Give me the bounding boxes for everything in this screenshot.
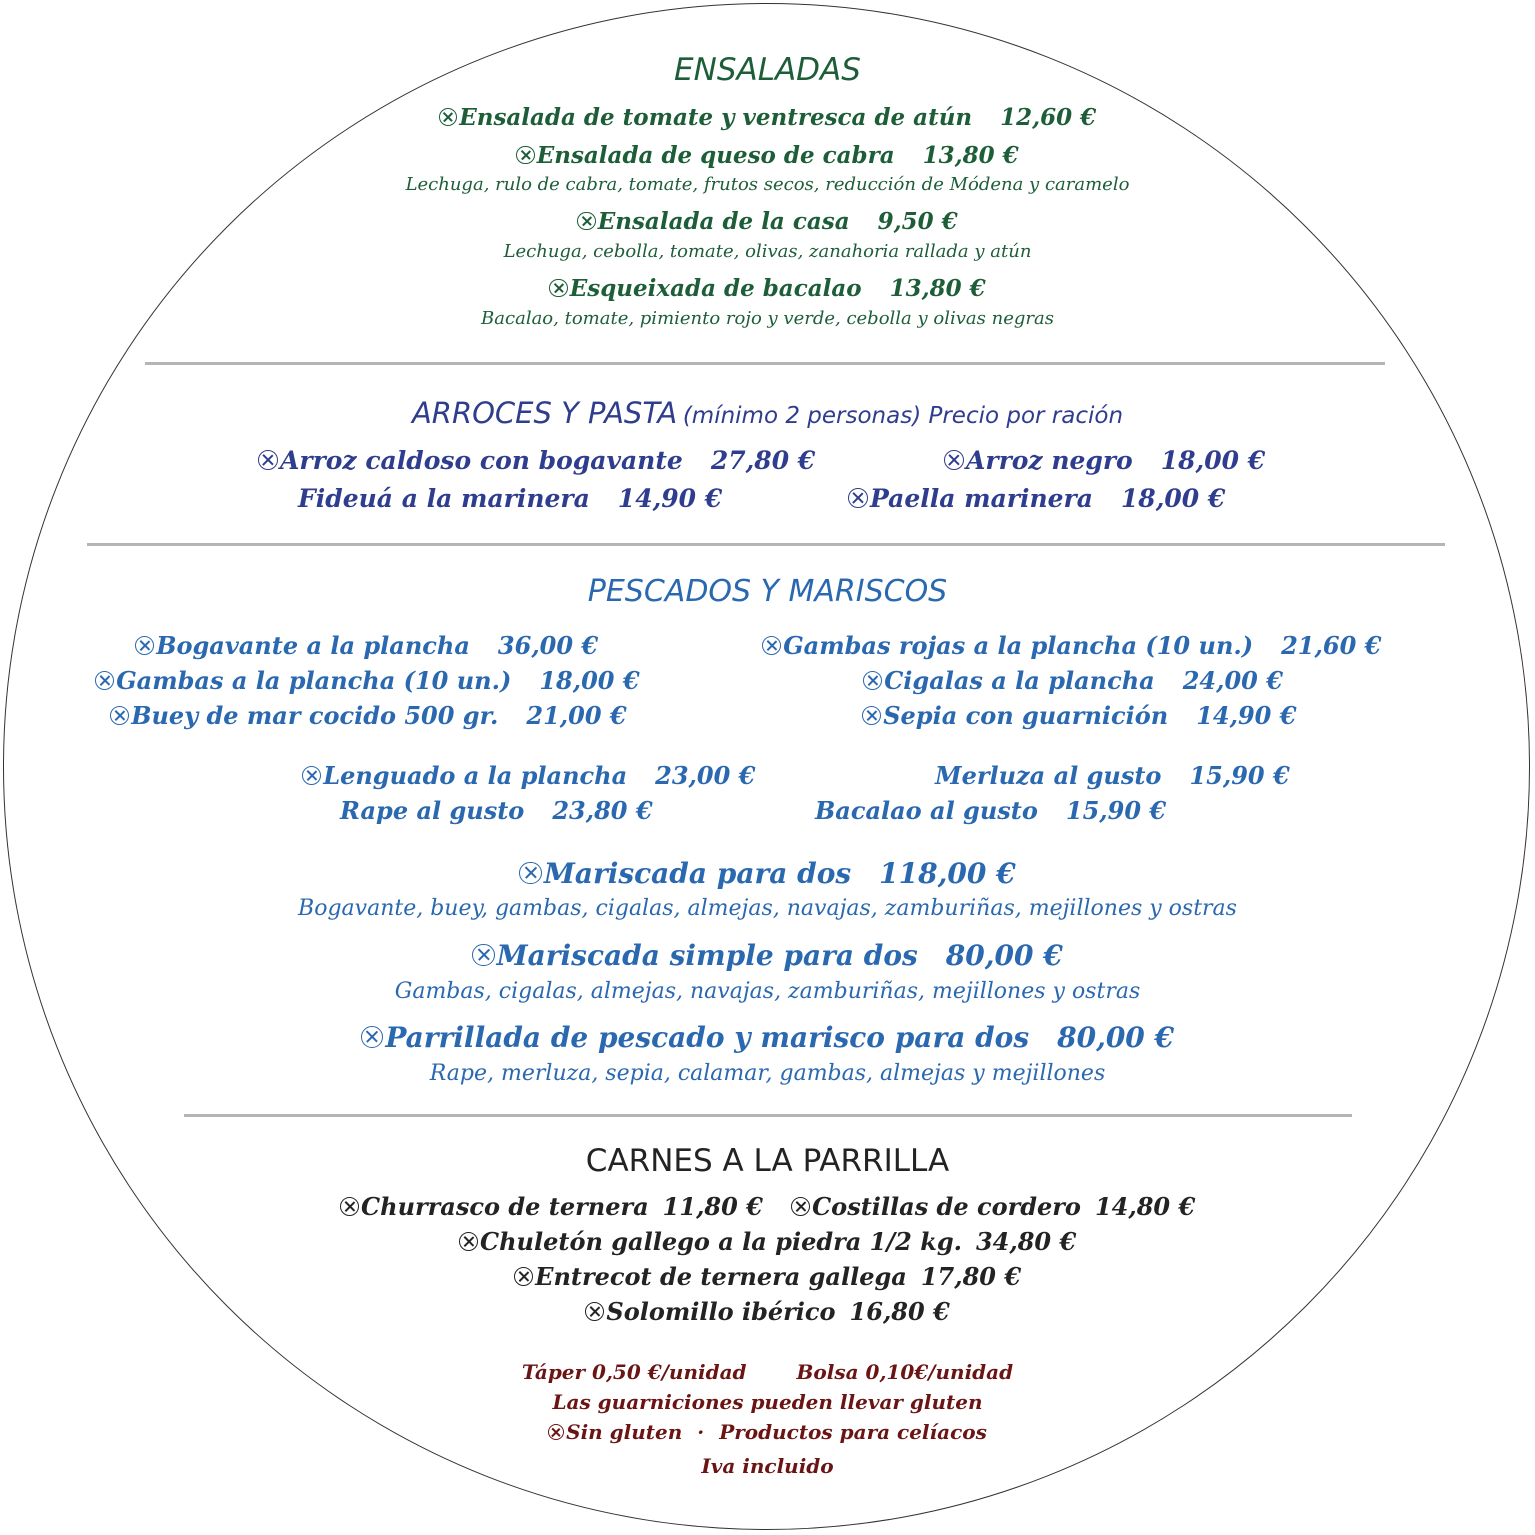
item-description: Gambas, cigalas, almejas, navajas, zamburiñas, mejillones y ostras (394, 979, 1141, 1004)
section-title-arroces (0, 396, 1535, 430)
section-title-ensaladas: ENSALADAS (674, 52, 861, 88)
item-name: Esqueixada de bacalao (569, 275, 862, 302)
gluten-free-icon (519, 862, 541, 884)
footer-legend (0, 1420, 1535, 1444)
item-name: Fideuá a la marinera (298, 484, 590, 513)
menu-item (135, 631, 598, 660)
item-price: 15,90 € (1065, 796, 1167, 825)
gluten-free-icon (110, 706, 129, 725)
item-name: Churrasco de ternera (361, 1192, 649, 1221)
item-name: Gambas a la plancha (10 un.) (116, 666, 512, 695)
item-name: Chuletón gallego a la piedra 1/2 kg. (479, 1227, 962, 1256)
item-price: 9,50 € (877, 208, 958, 235)
gluten-free-icon (944, 450, 964, 470)
gluten-free-icon (439, 108, 457, 126)
section-subtitle: (mínimo 2 personas) Precio por ración (682, 403, 1124, 429)
item-price: 18,00 € (1160, 446, 1266, 475)
menu-item (0, 1192, 1535, 1221)
gluten-free-icon (762, 636, 781, 655)
section-title-carnes: CARNES A LA PARRILLA (585, 1143, 950, 1179)
gluten-free-icon (472, 944, 494, 966)
item-price: 18,00 € (539, 666, 640, 695)
menu-item (0, 142, 1535, 169)
gluten-free-icon (361, 1026, 383, 1048)
taper-price: Táper 0,50 €/unidad (521, 1360, 747, 1384)
menu-item (0, 1297, 1535, 1326)
gluten-free-icon (577, 212, 595, 230)
item-price: 34,80 € (975, 1227, 1077, 1256)
item-price: 21,60 € (1281, 631, 1382, 660)
item-price: 23,80 € (552, 796, 653, 825)
menu-item (0, 939, 1535, 972)
item-price: 13,80 € (889, 275, 986, 302)
menu-item (0, 1262, 1535, 1291)
menu-item (935, 761, 1290, 790)
item-name: Ensalada de queso de cabra (536, 142, 895, 169)
item-price: 23,00 € (655, 761, 756, 790)
gluten-free-icon (862, 706, 881, 725)
menu-item (302, 761, 755, 790)
item-name: Solomillo ibérico (606, 1297, 836, 1326)
menu-item (0, 1021, 1535, 1054)
item-name: Bogavante a la plancha (156, 631, 470, 660)
item-name: Costillas de cordero (812, 1192, 1081, 1221)
item-price: 36,00 € (497, 631, 599, 660)
bolsa-price: Bolsa 0,10€/unidad (796, 1360, 1014, 1384)
section-title: ARROCES Y PASTA (411, 396, 678, 430)
gluten-free-icon (302, 766, 321, 785)
gluten-free-icon (863, 671, 882, 690)
section-title-pescados: PESCADOS Y MARISCOS (587, 574, 948, 609)
item-name: Rape al gusto (340, 796, 525, 825)
gluten-free-icon (791, 1197, 810, 1216)
item-price: 15,90 € (1189, 761, 1290, 790)
item-price: 24,00 € (1182, 666, 1283, 695)
item-name: Ensalada de la casa (597, 208, 850, 235)
menu-item (95, 666, 640, 695)
item-description: Bogavante, buey, gambas, cigalas, almejas, navajas, zamburiñas, mejillones y ostras (298, 896, 1237, 921)
item-description: Rape, merluza, sepia, calamar, gambas, almejas y mejillones (429, 1061, 1106, 1086)
sin-gluten-label: Sin gluten (566, 1420, 683, 1444)
item-price: 11,80 € (662, 1192, 763, 1221)
gluten-free-icon (585, 1302, 604, 1321)
celiacos-label: Productos para celíacos (719, 1420, 987, 1444)
gluten-free-icon (95, 671, 114, 690)
gluten-free-icon (135, 636, 154, 655)
menu-item (815, 796, 1166, 825)
section-divider (145, 362, 1385, 365)
gluten-free-icon (548, 1424, 564, 1440)
item-price: 16,80 € (849, 1297, 950, 1326)
menu-item (848, 484, 1225, 513)
gluten-free-icon (516, 146, 534, 164)
item-price: 14,90 € (617, 484, 723, 513)
item-name: Arroz caldoso con bogavante (280, 446, 683, 475)
item-price: 80,00 € (945, 939, 1063, 972)
item-name: Mariscada simple para dos (496, 939, 918, 972)
gluten-free-icon (514, 1267, 533, 1286)
menu-item (298, 484, 722, 513)
item-name: Parrillada de pescado y marisco para dos (385, 1021, 1030, 1054)
item-name: Gambas rojas a la plancha (10 un.) (783, 631, 1254, 660)
menu-item (0, 1227, 1535, 1256)
section-divider (87, 543, 1445, 546)
item-description: Lechuga, rulo de cabra, tomate, frutos secos, reducción de Módena y caramelo (405, 174, 1130, 195)
menu-item (340, 796, 653, 825)
item-name: Arroz negro (966, 446, 1133, 475)
footer-iva: Iva incluido (701, 1454, 834, 1478)
gluten-free-icon (848, 488, 868, 508)
item-name: Bacalao al gusto (815, 796, 1038, 825)
item-price: 14,90 € (1196, 701, 1297, 730)
menu-item (0, 208, 1535, 235)
section-divider (184, 1114, 1352, 1117)
item-price: 118,00 € (879, 857, 1016, 890)
gluten-free-icon (340, 1197, 359, 1216)
menu-item (258, 446, 815, 475)
item-name: Buey de mar cocido 500 gr. (131, 701, 499, 730)
item-name: Cigalas a la plancha (884, 666, 1155, 695)
gluten-free-icon (549, 279, 567, 297)
legend-separator: · (697, 1420, 705, 1444)
item-name: Sepia con guarnición (883, 701, 1169, 730)
item-price: 27,80 € (710, 446, 816, 475)
item-price: 21,00 € (526, 701, 627, 730)
item-description: Lechuga, cebolla, tomate, olivas, zanahoria rallada y atún (503, 241, 1032, 262)
footer-prices (0, 1360, 1535, 1384)
menu-item (0, 857, 1535, 890)
item-price: 17,80 € (920, 1262, 1022, 1291)
item-price: 14,80 € (1094, 1192, 1196, 1221)
item-name: Entrecot de ternera gallega (535, 1262, 907, 1291)
item-price: 80,00 € (1057, 1021, 1175, 1054)
item-name: Lenguado a la plancha (323, 761, 628, 790)
item-price: 13,80 € (922, 142, 1019, 169)
gluten-free-icon (459, 1232, 478, 1251)
gluten-free-icon (258, 450, 278, 470)
item-description: Bacalao, tomate, pimiento rojo y verde, cebolla y olivas negras (481, 308, 1054, 329)
item-name: Ensalada de tomate y ventresca de atún (459, 104, 973, 131)
menu-item (0, 275, 1535, 302)
menu-item (762, 631, 1381, 660)
menu-item (862, 701, 1296, 730)
footer-gluten-note: Las guarniciones pueden llevar gluten (552, 1390, 983, 1414)
menu-item (110, 701, 627, 730)
item-name: Mariscada para dos (543, 857, 852, 890)
menu-item (0, 104, 1535, 131)
item-price: 12,60 € (1000, 104, 1097, 131)
menu-item (944, 446, 1265, 475)
item-name: Paella marinera (870, 484, 1093, 513)
item-name: Merluza al gusto (935, 761, 1162, 790)
menu-item (863, 666, 1283, 695)
item-price: 18,00 € (1120, 484, 1226, 513)
